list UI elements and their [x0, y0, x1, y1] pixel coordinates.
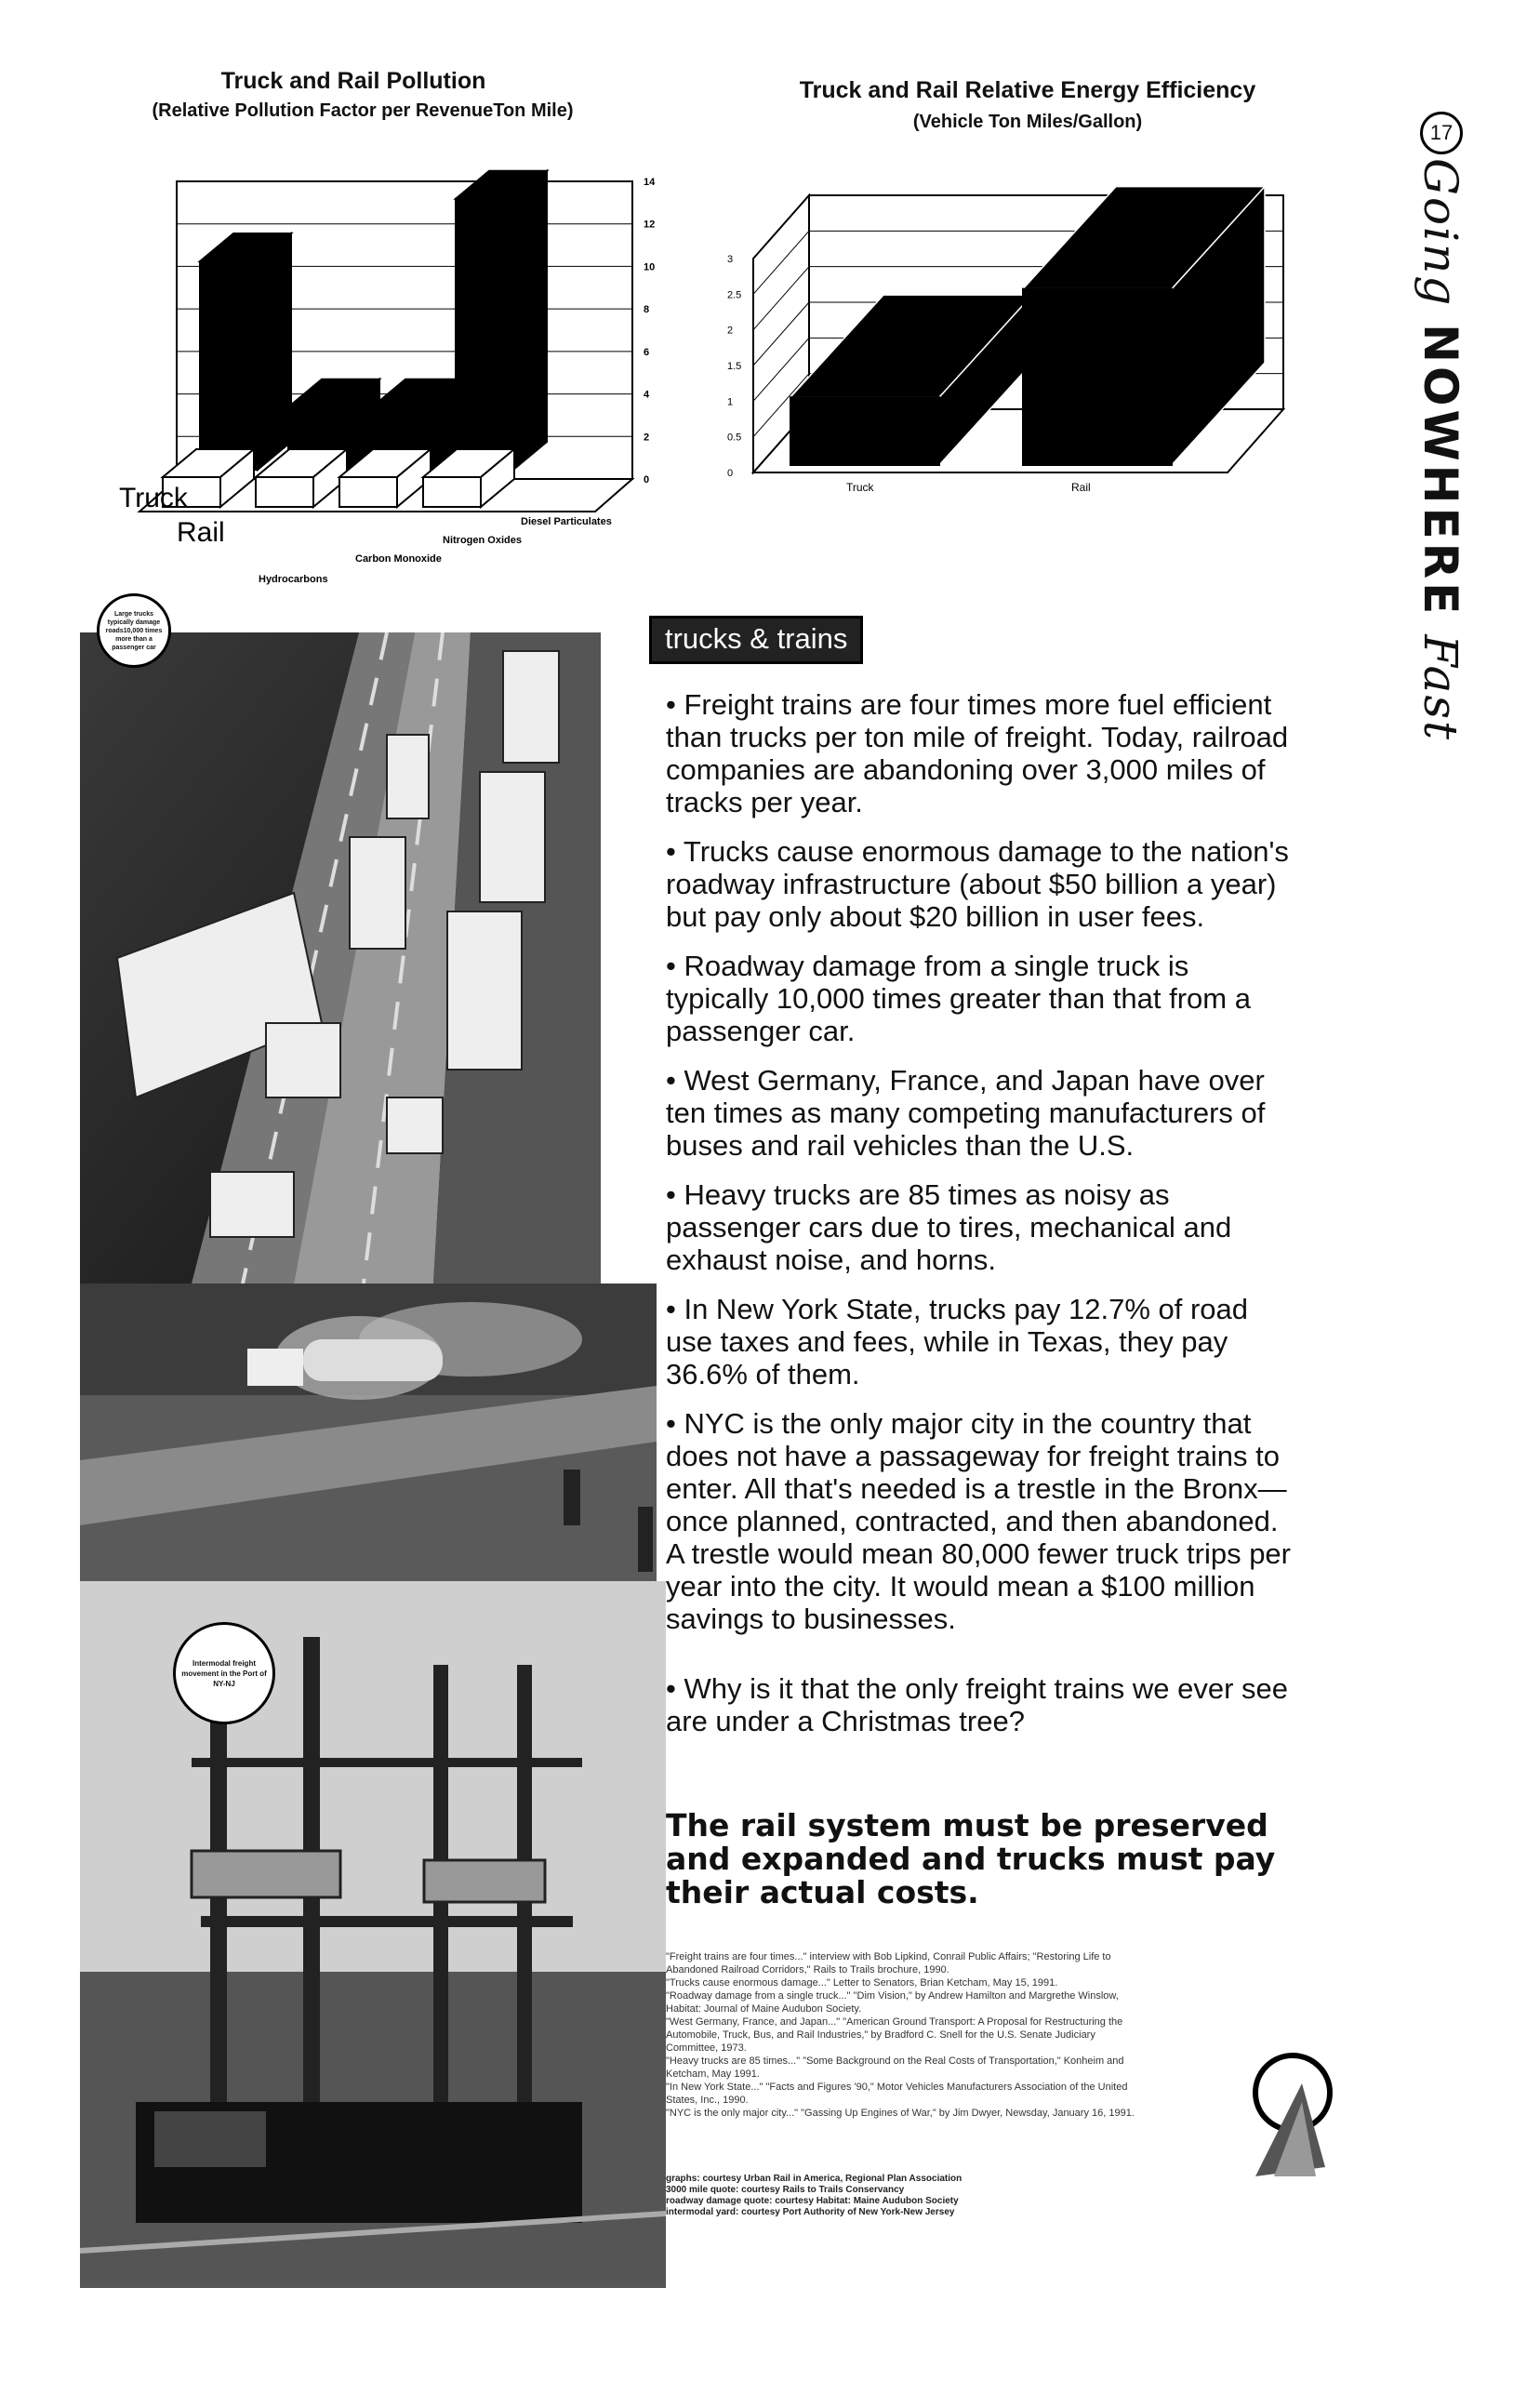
port-photo-caption: Intermodal freight movement in the Port of NY-NJ — [173, 1622, 275, 1724]
logo-icon — [1237, 2046, 1339, 2186]
pollution-chart — [112, 140, 670, 605]
source-item: "Roadway damage from a single truck..." "Dim Vision," by Andrew Hamilton and Margrethe Winslow, Habitat: Journal of Maine Audubon Society. — [666, 1990, 1119, 2015]
series-label-truck: Truck — [119, 483, 188, 513]
efficiency-y-tick: 0.5 — [727, 432, 742, 444]
fact-item: • Heavy trucks are 85 times as noisy as passenger cars due to tires, mechanical and exhaust noise, and horns. — [666, 1178, 1232, 1276]
pollution-bar-truck — [200, 233, 291, 470]
source-item: "West Germany, France, and Japan..." "American Ground Transport: A Proposal for Restructuring the Automobile, Truck, Bus, and Rail Industries," by Bradford C. Snell for the U.S. Senate Judiciary Committee, 1973. — [666, 2016, 1123, 2054]
page-number: 17 — [1420, 112, 1463, 154]
section-label: trucks & trains — [649, 616, 863, 664]
highway-trucks-illustration — [80, 632, 601, 1284]
title-going: Going — [1414, 158, 1467, 308]
efficiency-y-tick: 1.5 — [727, 361, 742, 372]
category-label-truck: Truck — [846, 481, 874, 494]
efficiency-y-tick: 0 — [727, 468, 734, 479]
facts-list — [666, 688, 1298, 1754]
fact-item: • NYC is the only major city in the country that does not have a passageway for freight trains to enter. All that's needed is a trestle in the Bronx—once planned, contracted, and then abandoned. A trestle would mean 80,000 fewer truck trips per year into the city. It would mean a $100 million savings to businesses. — [666, 1407, 1291, 1635]
pollution-y-tick: 8 — [644, 304, 650, 316]
category-label-rail: Rail — [1071, 481, 1091, 494]
pollution-chart-title: Truck and Rail Pollution — [220, 68, 486, 94]
fact-item: • West Germany, France, and Japan have over ten times as many competing manufacturers of buses and rail vehicles than the U.S. — [666, 1064, 1266, 1162]
efficiency-y-tick: 1 — [727, 396, 734, 408]
highway-trucks-photo — [80, 632, 601, 1284]
category-label-nitrogen: Nitrogen Oxides — [443, 535, 522, 546]
credit-item: intermodal yard: courtesy Port Authority of New York-New Jersey — [666, 2207, 955, 2217]
sources-list — [666, 1950, 1149, 2120]
title-fast: Fast — [1414, 634, 1467, 742]
credits-list — [666, 2174, 1149, 2218]
pollution-y-tick: 2 — [644, 432, 650, 444]
series-label-rail: Rail — [177, 517, 225, 548]
truck-accident-photo — [80, 1284, 657, 1581]
fact-item: • Freight trains are four times more fuel efficient than trucks per ton mile of freight. Today, railroad companies are abandoning over 3,000 miles of tracks per year. — [666, 688, 1289, 818]
pollution-bar-truck — [456, 171, 547, 470]
credit-item: roadway damage quote: courtesy Habitat: Maine Audubon Society — [666, 2196, 959, 2206]
fact-item: • Roadway damage from a single truck is typically 10,000 times greater than that from a passenger car. — [666, 950, 1251, 1047]
efficiency-y-tick: 2 — [727, 325, 734, 337]
source-item: "In New York State..." "Facts and Figures '90," Motor Vehicles Manufacturers Association of the United States, Inc., 1990. — [666, 2082, 1128, 2106]
category-label-diesel: Diesel Particulates — [521, 516, 612, 527]
pollution-y-tick: 4 — [644, 389, 650, 401]
source-item: "Trucks cause enormous damage..." Letter to Senators, Brian Ketcham, May 15, 1991. — [666, 1977, 1058, 1989]
source-item: "Heavy trucks are 85 times..." "Some Background on the Real Costs of Transportation," Konheim and Ketcham, May 1991. — [666, 2055, 1124, 2080]
efficiency-chart — [707, 186, 1339, 521]
credit-item: 3000 mile quote: courtesy Rails to Trails Conservancy — [666, 2185, 905, 2195]
pollution-y-tick: 14 — [644, 177, 656, 188]
port-cranes-illustration — [80, 1581, 666, 2288]
conclusion-statement: The rail system must be preserved and expanded and trucks must pay their actual costs. — [666, 1807, 1276, 1910]
publication-title — [1414, 158, 1467, 741]
efficiency-chart-ticks — [727, 254, 741, 479]
efficiency-y-tick: 2.5 — [727, 289, 742, 301]
fact-item: • In New York State, trucks pay 12.7% of road use taxes and fees, while in Texas, they pay 36.6% of them. — [666, 1293, 1249, 1390]
category-label-carbon: Carbon Monoxide — [355, 553, 442, 565]
source-item: "Freight trains are four times..." interview with Bob Lipkind, Conrail Public Affairs; "Restoring Life to Abandoned Railroad Corridors," Rails to Trails brochure, 1990. — [666, 1951, 1111, 1975]
credit-item: graphs: courtesy Urban Rail in America, Regional Plan Association — [666, 2174, 962, 2184]
pollution-y-tick: 6 — [644, 346, 650, 358]
efficiency-chart-subtitle: (Vehicle Ton Miles/Gallon) — [912, 112, 1143, 132]
efficiency-y-tick: 3 — [727, 254, 734, 265]
fact-item: • Trucks cause enormous damage to the nation's roadway infrastructure (about $50 billion a year) but pay only about $20 billion in user fees. — [666, 835, 1289, 933]
efficiency-chart-title: Truck and Rail Relative Energy Efficiency — [799, 77, 1256, 103]
pollution-chart-ticks — [644, 177, 656, 486]
source-item: "NYC is the only major city..." "Gassing Up Engines of War," by Jim Dwyer, Newsday, January 16, 1991. — [666, 2108, 1135, 2119]
pollution-chart-subtitle: (Relative Pollution Factor per RevenueTon Mile) — [152, 100, 574, 121]
port-cranes-photo — [80, 1581, 666, 2288]
title-nowhere: NOWHERE — [1414, 324, 1467, 619]
trucks-photo-caption: Large trucks typically damage roads10,000 times more than a passenger car — [97, 593, 171, 668]
pollution-y-tick: 0 — [644, 474, 650, 486]
pollution-y-tick: 12 — [644, 219, 656, 231]
truck-accident-illustration — [80, 1284, 657, 1581]
pollution-y-tick: 10 — [644, 261, 656, 273]
category-label-hydro: Hydrocarbons — [259, 574, 328, 585]
fact-item: • Why is it that the only freight trains we ever see are under a Christmas tree? — [666, 1672, 1289, 1737]
